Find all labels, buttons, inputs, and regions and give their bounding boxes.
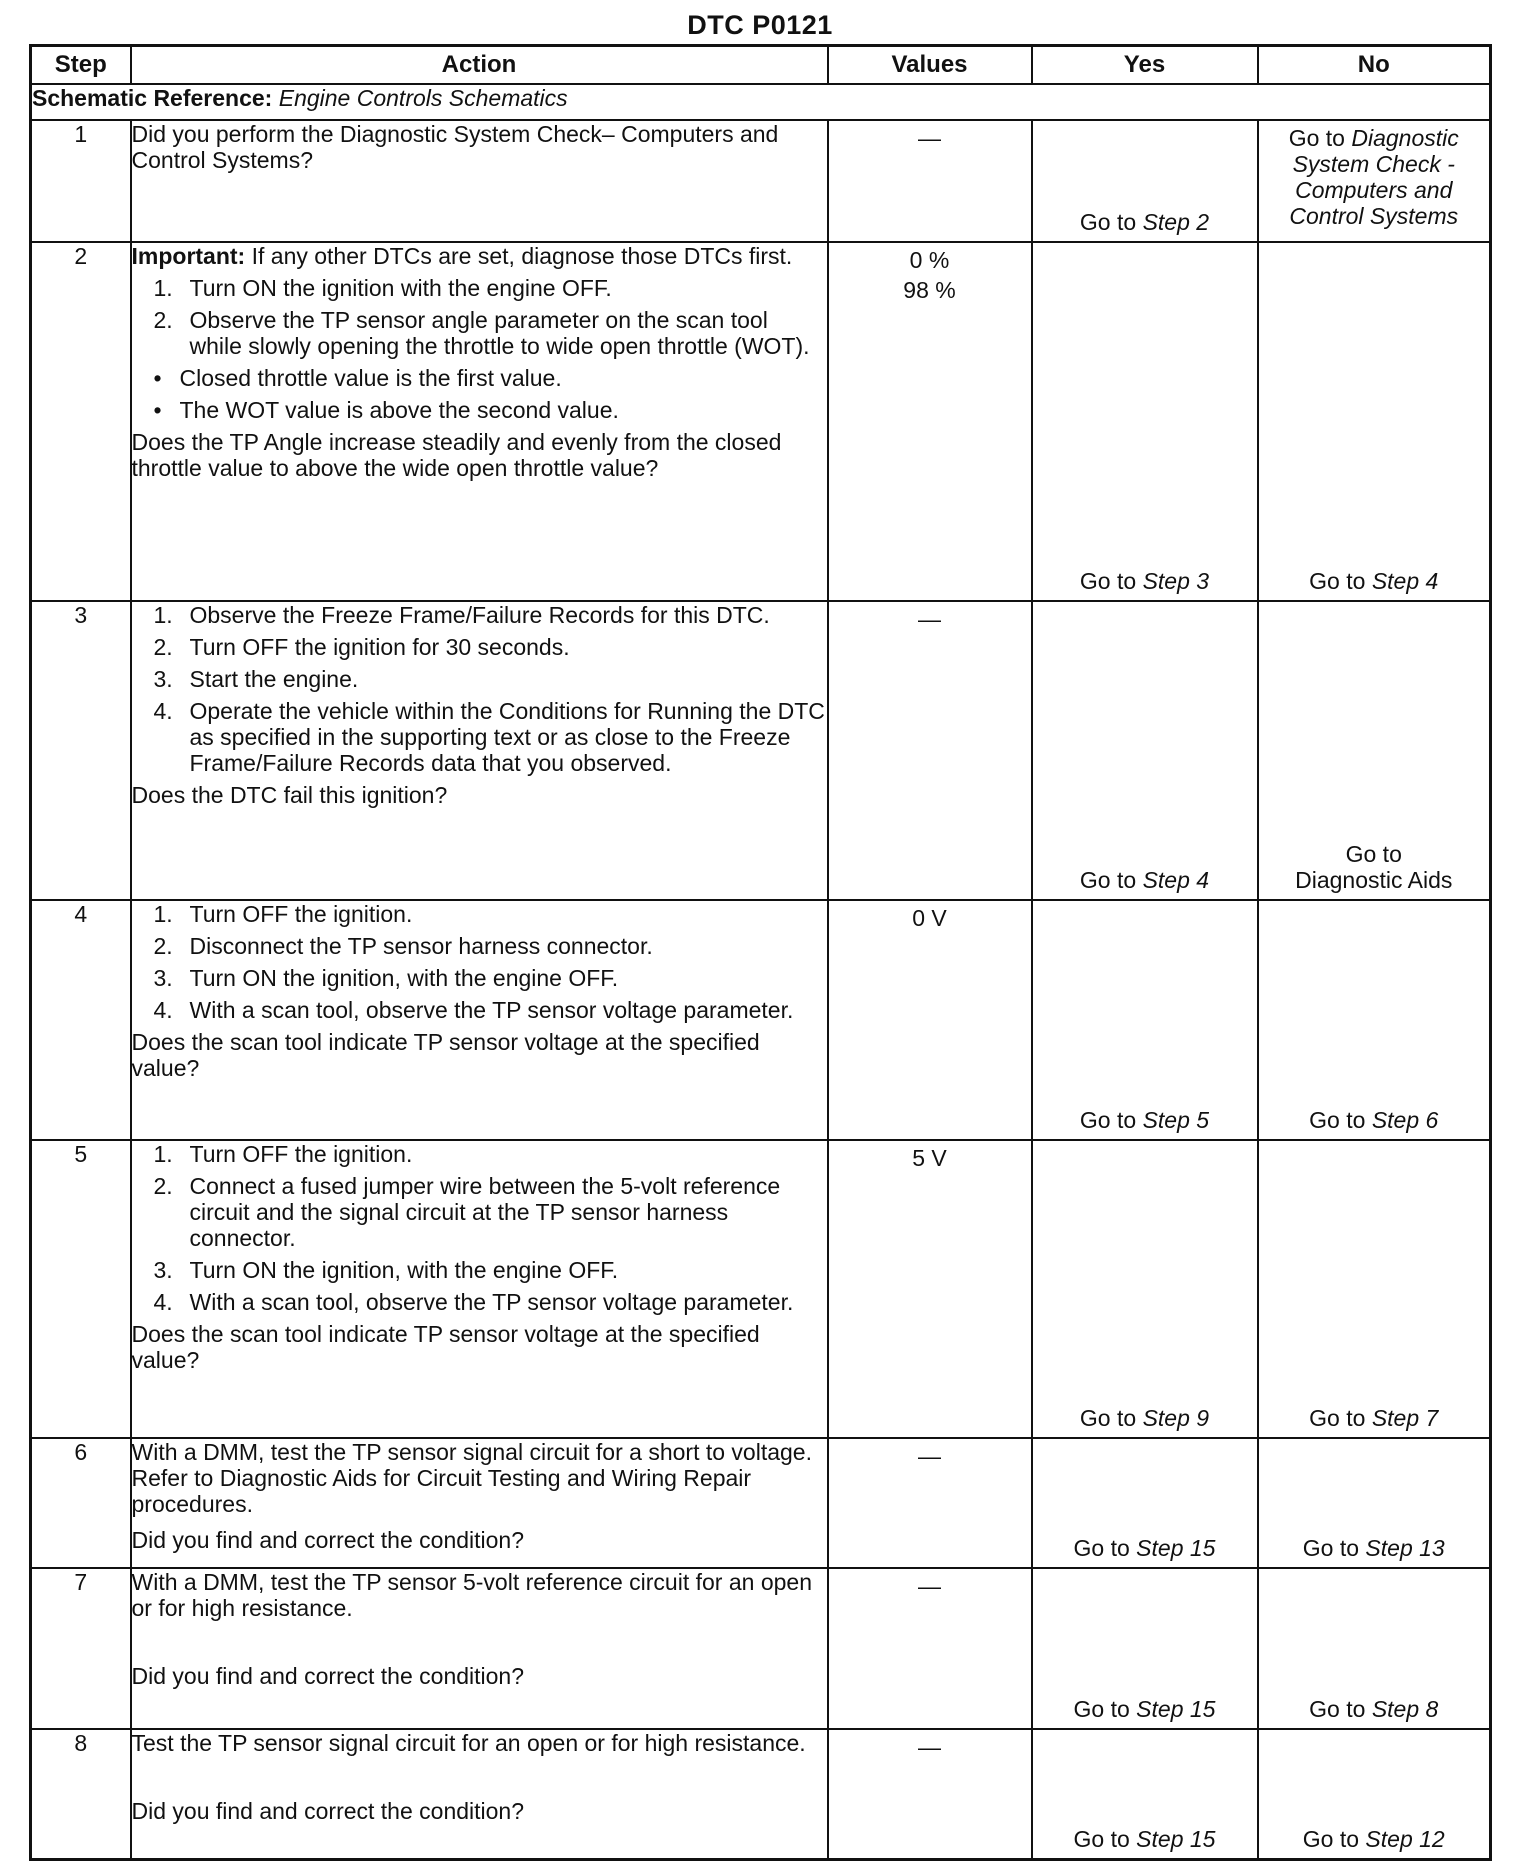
yes-cell <box>1032 1438 1258 1568</box>
yes-goto[interactable] <box>1033 1405 1257 1431</box>
yes-target: Step 9 <box>1142 1405 1210 1431</box>
yes-prefix: Go to <box>1073 1696 1130 1722</box>
no-goto[interactable] <box>1259 121 1490 233</box>
procedure-step-text: Turn ON the ignition, with the engine OFF. <box>189 965 619 991</box>
procedure-step <box>132 997 827 1023</box>
action-cell <box>131 1438 828 1568</box>
schematic-reference-row <box>31 84 1491 120</box>
action-question: Did you find and correct the condition? <box>131 1663 525 1689</box>
no-target: Step 6 <box>1371 1107 1439 1133</box>
yes-target: Step 2 <box>1142 209 1210 235</box>
procedure-step-text: Turn ON the ignition, with the engine OFF. <box>189 1257 619 1283</box>
no-target: Step 13 <box>1365 1535 1445 1561</box>
procedure-step-text: With a scan tool, observe the TP sensor voltage parameter. <box>189 997 794 1023</box>
procedure-step-text: Turn OFF the ignition for 30 seconds. <box>189 634 570 660</box>
table-row <box>31 242 1491 601</box>
header-yes: Yes <box>1032 46 1258 85</box>
schematic-value: Engine Controls Schematics <box>278 85 568 111</box>
table-row <box>31 1568 1491 1729</box>
important-text: If any other DTCs are set, diagnose those DTCs first. <box>251 243 793 269</box>
yes-prefix: Go to <box>1073 1535 1130 1561</box>
spacer <box>132 1627 827 1663</box>
action-cell <box>131 900 828 1140</box>
important-note <box>132 243 827 269</box>
procedure-step <box>132 965 827 991</box>
action-question: Did you find and correct the condition? <box>131 1798 525 1824</box>
procedure-step <box>132 275 827 301</box>
yes-prefix: Go to <box>1073 1825 1130 1852</box>
no-prefix: Go to <box>1302 1825 1360 1852</box>
values-cell <box>828 1729 1032 1859</box>
value-text: 98 % <box>903 277 956 303</box>
no-target: Step 4 <box>1371 568 1439 594</box>
yes-goto[interactable] <box>1033 867 1257 893</box>
procedure-step-number: 3. <box>153 1257 173 1283</box>
no-goto[interactable] <box>1259 1826 1490 1852</box>
procedure-step-text: Start the engine. <box>189 666 359 692</box>
action-intro: With a DMM, test the TP sensor 5-volt reference circuit for an open or for high resistance. <box>131 1569 812 1621</box>
important-label: Important: <box>131 243 246 269</box>
action-cell <box>131 601 828 900</box>
header-step: Step <box>31 46 131 85</box>
yes-cell <box>1032 120 1258 242</box>
no-prefix: Go to <box>1309 1696 1366 1722</box>
value-text: — <box>918 1734 941 1760</box>
yes-cell <box>1032 1140 1258 1438</box>
yes-goto[interactable] <box>1033 568 1257 594</box>
value-text: — <box>918 1443 941 1469</box>
yes-target: Step 5 <box>1142 1107 1210 1133</box>
no-goto[interactable] <box>1259 1535 1490 1561</box>
procedure-step-text: Turn OFF the ignition. <box>189 1141 413 1167</box>
page-title: DTC P0121 <box>687 10 833 40</box>
no-prefix: Go to <box>1309 1405 1366 1431</box>
procedure-step-number: 4. <box>153 698 173 724</box>
yes-cell <box>1032 1729 1258 1859</box>
yes-cell <box>1032 601 1258 900</box>
procedure-step-text: Turn OFF the ignition. <box>189 901 413 927</box>
action-intro: Test the TP sensor signal circuit for an open or for high resistance. <box>131 1730 806 1756</box>
procedure-step-text: Observe the Freeze Frame/Failure Records for this DTC. <box>189 602 770 628</box>
no-prefix: Go to <box>1345 841 1402 867</box>
no-cell <box>1258 1140 1491 1438</box>
values-cell <box>828 242 1032 601</box>
yes-goto[interactable] <box>1033 209 1257 235</box>
action-question: Does the scan tool indicate TP sensor voltage at the specified value? <box>131 1029 760 1081</box>
yes-goto[interactable] <box>1033 1696 1257 1722</box>
procedure-step-text: Operate the vehicle within the Conditions for Running the DTC as specified in the supporting text or as close to the Freeze Frame/Failure Records data that you observed. <box>189 698 825 776</box>
no-prefix: Go to <box>1288 125 1345 151</box>
procedure-step <box>132 602 827 628</box>
action-intro: With a DMM, test the TP sensor signal circuit for a short to voltage. Refer to Diagnostic Aids for Circuit Testing and Wiring Repair procedures. <box>131 1439 812 1517</box>
no-target: Step 12 <box>1365 1825 1445 1852</box>
spacer <box>132 1762 827 1798</box>
action-question: Did you find and correct the condition? <box>131 1527 525 1553</box>
procedure-step-text: Observe the TP sensor angle parameter on the scan tool while slowly opening the throttle to wide open throttle (WOT). <box>189 307 810 359</box>
no-goto[interactable] <box>1259 1107 1490 1133</box>
procedure-step-number: 1. <box>153 275 173 301</box>
value-text: 0 V <box>912 905 947 931</box>
yes-target: Step 3 <box>1142 568 1210 594</box>
step-number: 4 <box>31 900 131 1140</box>
yes-target: Step 15 <box>1136 1535 1216 1561</box>
procedure-step-number: 2. <box>153 933 173 959</box>
procedure-step-number: 2. <box>153 1173 173 1199</box>
yes-target: Step 4 <box>1142 867 1210 893</box>
step-number: 7 <box>31 1568 131 1729</box>
yes-goto[interactable] <box>1033 1826 1257 1852</box>
table-row <box>31 1438 1491 1568</box>
step-number: 3 <box>31 601 131 900</box>
no-cell <box>1258 601 1491 900</box>
procedure-step-number: 1. <box>153 602 173 628</box>
no-cell <box>1258 900 1491 1140</box>
yes-prefix: Go to <box>1079 1107 1137 1133</box>
yes-cell <box>1032 1568 1258 1729</box>
no-goto[interactable] <box>1259 1405 1490 1431</box>
bullet-item <box>132 365 827 391</box>
values-cell <box>828 601 1032 900</box>
step-number: 2 <box>31 242 131 601</box>
value-text: — <box>918 606 941 632</box>
yes-target: Step 15 <box>1136 1696 1216 1722</box>
yes-prefix: Go to <box>1079 1405 1137 1431</box>
procedure-step-number: 4. <box>153 1289 173 1315</box>
procedure-step-text: Connect a fused jumper wire between the 5-volt reference circuit and the signal circuit at the TP sensor harness connector. <box>189 1173 781 1251</box>
bullet-text: Closed throttle value is the first value. <box>179 365 562 391</box>
value-text: 5 V <box>912 1145 947 1171</box>
procedure-step-number: 3. <box>153 965 173 991</box>
no-target: Diagnostic System Check - Computers and Control Systems <box>1289 125 1459 229</box>
procedure-step-number: 4. <box>153 997 173 1023</box>
procedure-step <box>132 1257 827 1283</box>
values-cell <box>828 900 1032 1140</box>
header-values: Values <box>828 46 1032 85</box>
step-number: 6 <box>31 1438 131 1568</box>
header-no: No <box>1258 46 1491 85</box>
procedure-step <box>132 698 827 776</box>
table-row <box>31 1729 1491 1859</box>
no-prefix: Go to <box>1302 1535 1360 1561</box>
header-action: Action <box>131 46 828 85</box>
no-cell <box>1258 1729 1491 1859</box>
no-cell <box>1258 1438 1491 1568</box>
table-row <box>31 900 1491 1140</box>
procedure-step-number: 3. <box>153 666 173 692</box>
step-number: 1 <box>31 120 131 242</box>
procedure-step-number: 2. <box>153 307 173 333</box>
no-prefix: Go to <box>1309 568 1366 594</box>
value-text: — <box>918 1573 941 1599</box>
values-cell <box>828 120 1032 242</box>
no-target: Step 8 <box>1371 1696 1439 1722</box>
table-row <box>31 1140 1491 1438</box>
action-intro: Did you perform the Diagnostic System Check– Computers and Control Systems? <box>131 121 779 173</box>
procedure-step <box>132 1173 827 1251</box>
step-number: 5 <box>31 1140 131 1438</box>
header-row <box>31 46 1491 85</box>
procedure-step-number: 1. <box>153 901 173 927</box>
action-cell <box>131 1729 828 1859</box>
yes-cell <box>1032 242 1258 601</box>
action-cell <box>131 120 828 242</box>
procedure-step-text: Disconnect the TP sensor harness connector. <box>189 933 653 959</box>
step-number: 8 <box>31 1729 131 1859</box>
procedure-step <box>132 933 827 959</box>
action-cell <box>131 1568 828 1729</box>
no-target: Step 7 <box>1371 1405 1439 1431</box>
no-cell <box>1258 1568 1491 1729</box>
value-text: — <box>918 125 941 151</box>
procedure-step <box>132 901 827 927</box>
no-prefix: Go to <box>1309 1107 1366 1133</box>
procedure-step-number: 1. <box>153 1141 173 1167</box>
procedure-step-text: Turn ON the ignition with the engine OFF. <box>189 275 612 301</box>
yes-prefix: Go to <box>1079 209 1137 235</box>
table-row <box>31 601 1491 900</box>
no-goto[interactable] <box>1259 841 1490 893</box>
bullet-dot: • <box>153 365 162 391</box>
yes-cell <box>1032 900 1258 1140</box>
procedure-step <box>132 1289 827 1315</box>
action-question: Does the TP Angle increase steadily and evenly from the closed throttle value to above the wide open throttle value? <box>131 429 782 481</box>
table-row <box>31 120 1491 242</box>
bullet-item <box>132 397 827 423</box>
action-cell <box>131 242 828 601</box>
no-goto[interactable] <box>1259 568 1490 594</box>
values-cell <box>828 1438 1032 1568</box>
yes-target: Step 15 <box>1136 1825 1216 1852</box>
procedure-step <box>132 634 827 660</box>
no-cell <box>1258 242 1491 601</box>
value-text: 0 % <box>909 247 950 273</box>
yes-prefix: Go to <box>1079 568 1137 594</box>
procedure-step <box>132 666 827 692</box>
action-question: Does the scan tool indicate TP sensor voltage at the specified value? <box>131 1321 760 1373</box>
procedure-step-number: 2. <box>153 634 173 660</box>
procedure-step <box>132 307 827 359</box>
yes-goto[interactable] <box>1033 1107 1257 1133</box>
procedure-step <box>132 1141 827 1167</box>
no-target: Diagnostic Aids <box>1295 867 1453 893</box>
bullet-dot: • <box>153 397 162 423</box>
yes-goto[interactable] <box>1033 1535 1257 1561</box>
procedure-step-text: With a scan tool, observe the TP sensor voltage parameter. <box>189 1289 794 1315</box>
yes-prefix: Go to <box>1079 867 1137 893</box>
values-cell <box>828 1568 1032 1729</box>
schematic-label: Schematic Reference: <box>32 85 273 111</box>
no-goto[interactable] <box>1259 1696 1490 1722</box>
no-cell <box>1258 120 1491 242</box>
values-cell <box>828 1140 1032 1438</box>
dtc-table <box>29 44 1492 1861</box>
action-cell <box>131 1140 828 1438</box>
bullet-text: The WOT value is above the second value. <box>179 397 619 423</box>
action-question: Does the DTC fail this ignition? <box>131 782 448 808</box>
